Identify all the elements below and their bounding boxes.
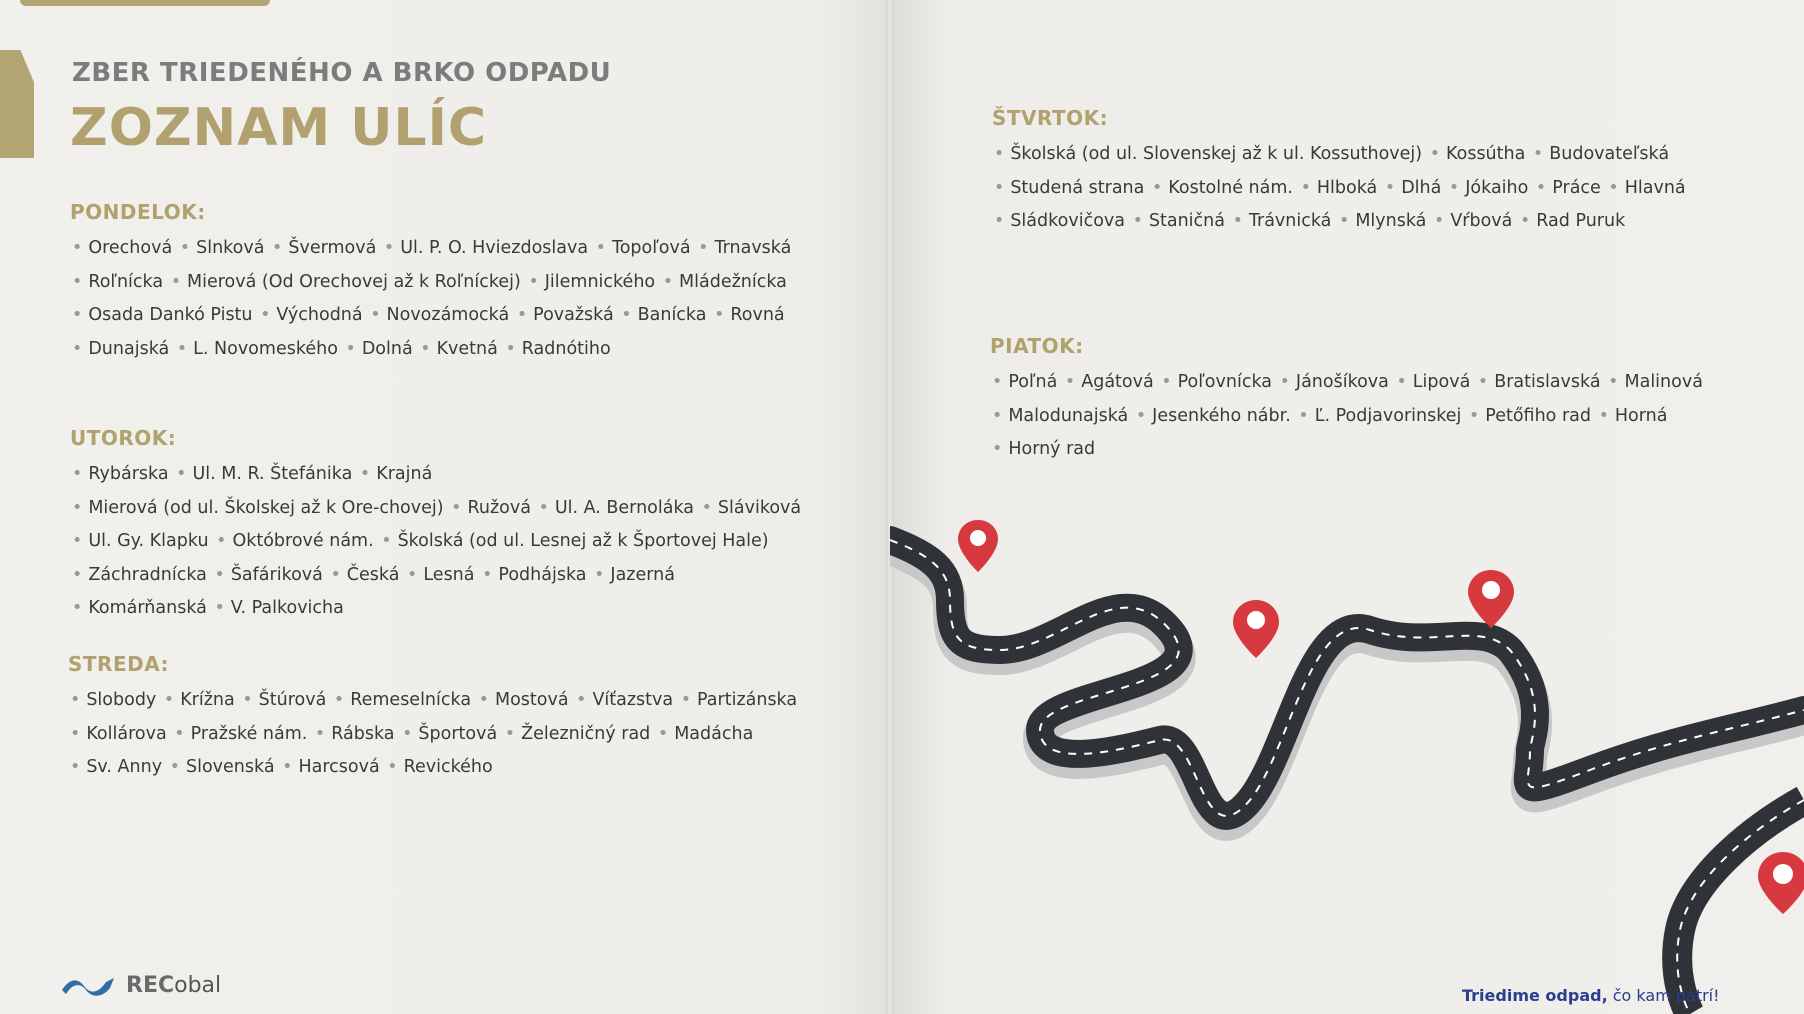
street-list-streda (68, 684, 808, 785)
street-name: • Jánošíkova (1278, 372, 1389, 392)
street-name: • Lipová (1394, 372, 1470, 392)
street-name: • Slovenská (168, 757, 275, 777)
day-label-streda: STREDA: (68, 652, 170, 676)
street-name: • Česká (328, 565, 399, 585)
street-name: • Horný rad (990, 439, 1095, 459)
street-name: • Podhájska (480, 565, 586, 585)
road-surface (890, 540, 1804, 816)
street-name: • Ľ. Podjavorinskej (1296, 406, 1461, 426)
tagline (1462, 986, 1720, 1005)
tagline-bold: Triedime odpad, (1462, 986, 1608, 1005)
street-name: • Dolná (343, 339, 412, 359)
street-name: • Studená strana (992, 178, 1144, 198)
street-name: • Športová (400, 724, 497, 744)
street-name: • Topoľová (594, 238, 691, 258)
street-name: • Školská (od ul. Lesnej až k Športovej Hale) (379, 531, 768, 551)
street-name: • Dunajská (70, 339, 169, 359)
day-label-stvrtok: ŠTVRTOK: (992, 106, 1109, 130)
street-name: • Radnótiho (503, 339, 610, 359)
day-label-pondelok: PONDELOK: (70, 200, 206, 224)
street-name: • Petőfiho rad (1467, 406, 1591, 426)
street-name: • Kollárova (68, 724, 167, 744)
street-name: • Jókaiho (1447, 178, 1528, 198)
street-name: • Rábska (313, 724, 395, 744)
street-name: • Revického (385, 757, 492, 777)
street-name: • Staničná (1131, 211, 1225, 231)
tagline-rest: čo kam patrí! (1607, 986, 1720, 1005)
street-name: • Remeselnícka (332, 690, 471, 710)
street-name: • Partizánska (679, 690, 797, 710)
winding-road-illustration (890, 500, 1804, 1014)
day-block-pondelok (70, 200, 810, 366)
street-name: • Sládkovičova (992, 211, 1125, 231)
street-name: • Hlboká (1299, 178, 1378, 198)
street-name: • Trávnická (1231, 211, 1332, 231)
street-name: • Víťazstva (574, 690, 673, 710)
map-pin-icon (1468, 570, 1514, 628)
street-name: • Budovateľská (1531, 144, 1669, 164)
street-name: • Madácha (656, 724, 753, 744)
map-pin-icon (958, 520, 998, 572)
street-name: • Rad Puruk (1518, 211, 1625, 231)
street-name: • Horná (1597, 406, 1668, 426)
street-name: • Švermová (270, 238, 376, 258)
street-name: • Kossútha (1428, 144, 1526, 164)
logo-text-bold: REC (126, 972, 175, 998)
street-name: • Krížna (162, 690, 235, 710)
street-name: • Šafáriková (212, 565, 322, 585)
street-name: • Osada Dankó Pistu (70, 305, 253, 325)
street-name: • Poľná (990, 372, 1057, 392)
street-name: • Harcsová (280, 757, 380, 777)
street-name: • Slobody (68, 690, 156, 710)
street-name: • Poľovnícka (1159, 372, 1272, 392)
street-name: • Záchradnícka (70, 565, 207, 585)
street-name: • Malodunajská (990, 406, 1128, 426)
street-name: • Vŕbová (1432, 211, 1512, 231)
street-name: • Považská (515, 305, 614, 325)
day-block-stvrtok (992, 106, 1732, 239)
street-list-stvrtok (992, 138, 1732, 239)
street-name: • Krajná (358, 464, 432, 484)
day-block-streda (68, 652, 808, 785)
street-name: • Komárňanská (70, 598, 207, 618)
street-name: • Školská (od ul. Slovenskej až k ul. Kossuthovej) (992, 144, 1422, 164)
recobal-logo (60, 972, 221, 998)
day-block-utorok (70, 426, 810, 626)
street-name: • Železničný rad (503, 724, 651, 744)
street-name: • Orechová (70, 238, 172, 258)
street-name: • Mlynská (1337, 211, 1426, 231)
street-name: • Agátová (1063, 372, 1154, 392)
day-label-utorok: UTOROK: (70, 426, 177, 450)
street-name: • Práce (1534, 178, 1601, 198)
street-name: • L. Novomeského (175, 339, 338, 359)
street-name: • Novozámocká (368, 305, 509, 325)
street-list-utorok (70, 458, 810, 626)
day-label-piatok: PIATOK: (990, 334, 1084, 358)
street-name: • Ružová (449, 498, 531, 518)
day-block-piatok (990, 334, 1710, 467)
street-name: • Kostolné nám. (1150, 178, 1293, 198)
street-name: • Roľnícka (70, 272, 163, 292)
street-name: • Kvetná (418, 339, 498, 359)
street-name: • Ul. Gy. Klapku (70, 531, 209, 551)
page-subtitle: ZBER TRIEDENÉHO A BRKO ODPADU (72, 58, 612, 88)
street-name: • Jesenkého nábr. (1134, 406, 1291, 426)
street-name: • Ul. A. Bernoláka (537, 498, 695, 518)
map-pin-icon (1758, 852, 1804, 914)
street-name: • Rovná (712, 305, 785, 325)
street-name: • Hlavná (1606, 178, 1685, 198)
street-list-pondelok (70, 232, 810, 366)
street-name: • Mierová (Od Orechovej až k Roľníckej) (169, 272, 521, 292)
recobal-wave-icon (60, 972, 116, 998)
street-name: • Ul. P. O. Hviezdoslava (382, 238, 588, 258)
street-name: • V. Palkovicha (212, 598, 343, 618)
street-name: • Mierová (od ul. Školskej až k Ore-chovej) (70, 498, 444, 518)
street-name: • Pražské nám. (172, 724, 307, 744)
street-name: • Lesná (405, 565, 474, 585)
street-name: • Sláviková (700, 498, 802, 518)
street-name: • Rybárska (70, 464, 169, 484)
street-name: • Jazerná (592, 565, 675, 585)
street-name: • Sv. Anny (68, 757, 162, 777)
road-center-line (890, 540, 1804, 816)
street-name: • Ul. M. R. Štefánika (174, 464, 352, 484)
street-list-piatok (990, 366, 1710, 467)
street-name: • Trnavská (696, 238, 791, 258)
page-title: ZOZNAM ULÍC (70, 98, 488, 158)
street-name: • Banícka (619, 305, 706, 325)
map-pin-icon (1233, 600, 1279, 658)
street-name: • Malinová (1606, 372, 1703, 392)
logo-text (126, 973, 221, 998)
street-name: • Dlhá (1383, 178, 1441, 198)
street-name: • Mládežnícka (661, 272, 787, 292)
street-name: • Jilemnického (526, 272, 655, 292)
street-name: • Mostová (477, 690, 569, 710)
logo-text-light: obal (174, 972, 222, 998)
street-name: • Východná (258, 305, 363, 325)
street-name: • Štúrová (240, 690, 326, 710)
street-name: • Slnková (178, 238, 265, 258)
street-name: • Októbrové nám. (214, 531, 374, 551)
road-shadow (890, 548, 1804, 824)
gold-top-decoration (20, 0, 270, 6)
street-name: • Bratislavská (1476, 372, 1601, 392)
